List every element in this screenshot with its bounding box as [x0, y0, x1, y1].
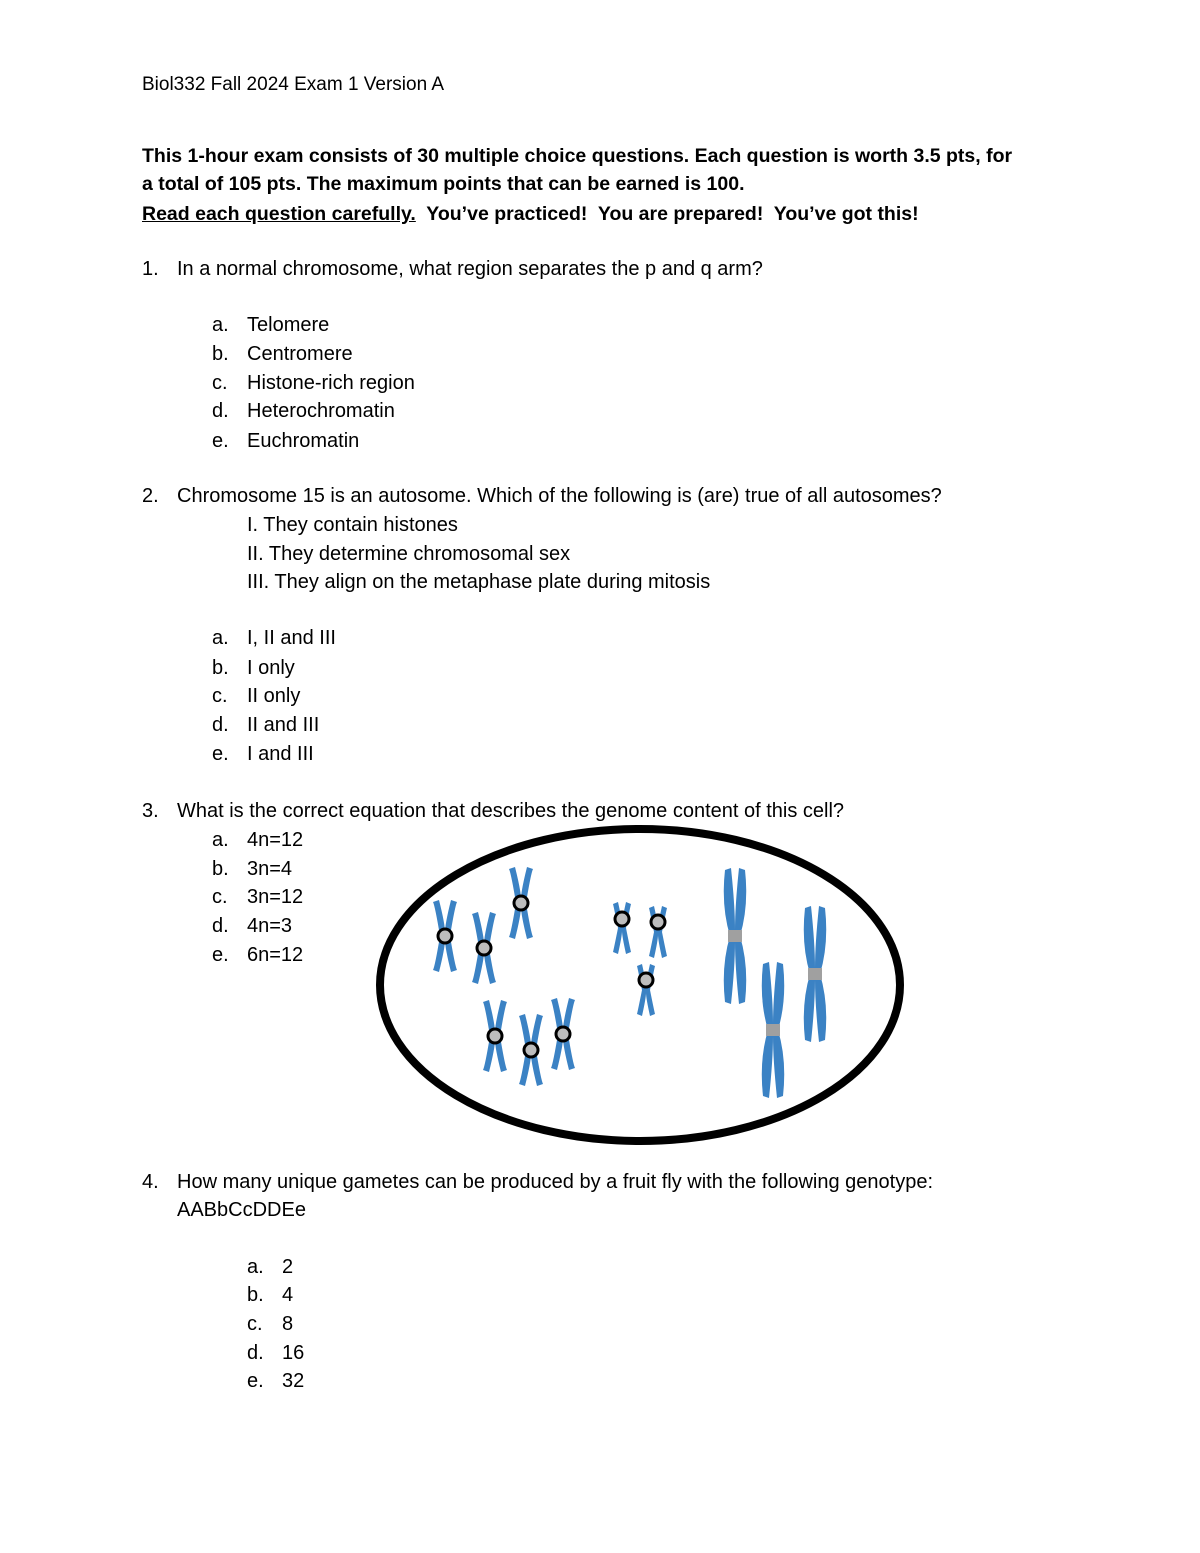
option-text: I and III: [247, 743, 314, 765]
question-1-number: 1.: [142, 258, 159, 280]
option-text: 2: [282, 1256, 294, 1278]
option-letter: b.: [212, 343, 229, 365]
intro-line-1: This 1-hour exam consists of 30 multiple choice questions. Each question is worth 3.5 pts, for: [142, 145, 1013, 167]
option-text: 3n=4: [247, 858, 293, 880]
option-text: 16: [282, 1342, 305, 1364]
option-letter: a.: [212, 829, 229, 851]
option-text: I only: [247, 657, 295, 679]
option-text: Histone-rich region: [247, 372, 415, 394]
option-text: Euchromatin: [247, 430, 360, 452]
option-text: 4: [282, 1284, 294, 1306]
intro-encouragement: You’ve practiced! You are prepared! You’ve got this!: [415, 203, 919, 225]
centromere-marker: [651, 915, 665, 929]
centromere-marker: [639, 973, 653, 987]
option-text: 4n=12: [247, 829, 304, 851]
question-3-number: 3.: [142, 800, 159, 822]
option-letter: b.: [212, 657, 229, 679]
chromosome: [613, 902, 631, 954]
option-letter: e.: [212, 430, 229, 452]
option-letter: e.: [247, 1370, 264, 1392]
option-text: Heterochromatin: [247, 400, 395, 422]
centromere-marker: [524, 1043, 538, 1057]
option-letter: a.: [247, 1256, 264, 1278]
centromere-marker: [615, 912, 629, 926]
option-text: I, II and III: [247, 627, 336, 649]
statement-3: III. They align on the metaphase plate during mitosis: [247, 571, 711, 593]
option-text: 8: [282, 1313, 294, 1335]
option-text: 32: [282, 1370, 305, 1392]
chromosome: [804, 906, 826, 1042]
option-letter: b.: [212, 858, 229, 880]
centromere-marker: [477, 941, 491, 955]
option-letter: a.: [212, 314, 229, 336]
question-4-number: 4.: [142, 1171, 159, 1193]
option-text: II only: [247, 685, 301, 707]
option-letter: b.: [247, 1284, 264, 1306]
cell-diagram: [370, 818, 910, 1148]
option-letter: c.: [212, 372, 228, 394]
option-letter: a.: [212, 627, 229, 649]
option-letter: d.: [212, 714, 229, 736]
intro-line-3: [142, 203, 919, 226]
option-text: II and III: [247, 714, 320, 736]
question-2-number: 2.: [142, 485, 159, 507]
option-text: Centromere: [247, 343, 353, 365]
intro-line-2: a total of 105 pts. The maximum points that can be earned is 100.: [142, 173, 745, 195]
option-letter: e.: [212, 944, 229, 966]
chromosome: [762, 962, 784, 1098]
statement-2: II. They determine chromosomal sex: [247, 543, 571, 565]
intro-emphasis: Read each question carefully.: [142, 203, 416, 225]
exam-header: Biol332 Fall 2024 Exam 1 Version A: [142, 74, 445, 95]
chromosome: [724, 868, 746, 1004]
option-text: 3n=12: [247, 886, 304, 908]
option-letter: d.: [247, 1342, 264, 1364]
option-letter: d.: [212, 915, 229, 937]
question-4-genotype: AABbCcDDEe: [177, 1199, 306, 1221]
option-letter: d.: [212, 400, 229, 422]
option-letter: c.: [212, 886, 228, 908]
question-2-text: Chromosome 15 is an autosome. Which of the following is (are) true of all autosomes?: [177, 485, 942, 507]
centromere-marker: [488, 1029, 502, 1043]
option-text: Telomere: [247, 314, 330, 336]
centromere-marker: [438, 929, 452, 943]
option-letter: c.: [212, 685, 228, 707]
option-text: 4n=3: [247, 915, 293, 937]
centromere-marker: [556, 1027, 570, 1041]
option-text: 6n=12: [247, 944, 304, 966]
option-letter: e.: [212, 743, 229, 765]
option-letter: c.: [247, 1313, 263, 1335]
centromere-marker: [514, 896, 528, 910]
question-1-text: In a normal chromosome, what region separates the p and q arm?: [177, 258, 763, 280]
statement-1: I. They contain histones: [247, 514, 458, 536]
question-4-text: How many unique gametes can be produced by a fruit fly with the following genotype:: [177, 1171, 933, 1193]
question-3-text: What is the correct equation that describes the genome content of this cell?: [177, 800, 845, 822]
